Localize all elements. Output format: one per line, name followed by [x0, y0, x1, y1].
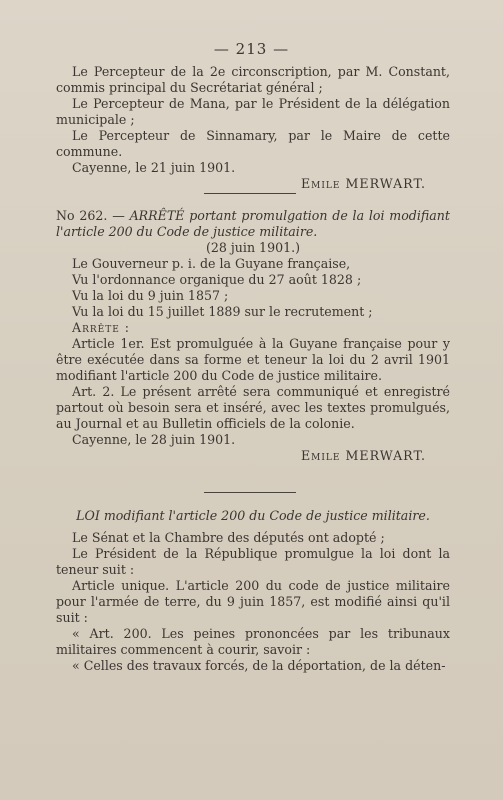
paragraph: Le Percepteur de Mana, par le Président de la délégation municipale ;	[56, 96, 450, 127]
arrete-section	[56, 208, 450, 464]
arrete-number: No 262.	[56, 208, 108, 223]
divider	[204, 193, 296, 194]
paragraph: Le Percepteur de Sinnamary, par le Maire de cette commune.	[56, 128, 450, 159]
paragraph: Le Président de la République promulgue la loi dont la teneur suit :	[56, 546, 450, 577]
paragraph: Vu la loi du 9 juin 1857 ;	[72, 288, 229, 303]
paragraph: « Art. 200. Les peines prononcées par les tribunaux militaires commencent à courir, savoir :	[56, 626, 450, 657]
loi-section	[56, 508, 450, 674]
paragraph: « Celles des travaux forcés, de la déportation, de la déten-	[72, 658, 446, 673]
divider	[204, 492, 296, 493]
loi-title: LOI modifiant l'article 200 du Code de justice militaire.	[76, 508, 430, 523]
signature: Emile MERWART.	[300, 176, 426, 191]
page-number: — 213 —	[213, 40, 290, 58]
paragraph: Vu l'ordonnance organique du 27 août 1828 ;	[72, 272, 362, 287]
article-paragraph: Article 1er. Est promulguée à la Guyane française pour y être exécutée dans sa forme et teneur la loi du 2 avril 1901 modifiant l'article 200 du Code de justice militaire.	[56, 336, 450, 383]
arrete-title: — ARRÊTÉ portant promulgation de la loi modifiant l'article 200 du Code de justice militaire.	[56, 208, 450, 239]
paragraph: Vu la loi du 15 juillet 1889 sur le recrutement ;	[72, 304, 373, 319]
article-paragraph: Art. 2. Le présent arrêté sera communiqué et enregistré partout où besoin sera et inséré, avec les textes promulgués, au Journal et au Bulletin officiels de la colonie.	[56, 384, 450, 431]
paragraph: Le Percepteur de la 2e circonscription, par M. Constant, commis principal du Secrétariat général ;	[56, 64, 450, 95]
arrete-date: (28 juin 1901.)	[205, 240, 301, 255]
paragraph: Le Gouverneur p. i. de la Guyane française,	[72, 256, 351, 271]
date-line: Cayenne, le 28 juin 1901.	[72, 432, 236, 447]
paragraph: Article unique. L'article 200 du code de justice militaire pour l'armée de terre, du 9 juin 1857, est modifié ainsi qu'il suit :	[56, 578, 450, 625]
arrete-label: Arrête :	[72, 320, 131, 335]
top-section	[56, 64, 450, 192]
paragraph: Le Sénat et la Chambre des députés ont adopté ;	[72, 530, 385, 545]
date-line: Cayenne, le 21 juin 1901.	[72, 160, 236, 175]
signature: Emile MERWART.	[300, 448, 426, 463]
arrete-heading	[56, 208, 450, 240]
